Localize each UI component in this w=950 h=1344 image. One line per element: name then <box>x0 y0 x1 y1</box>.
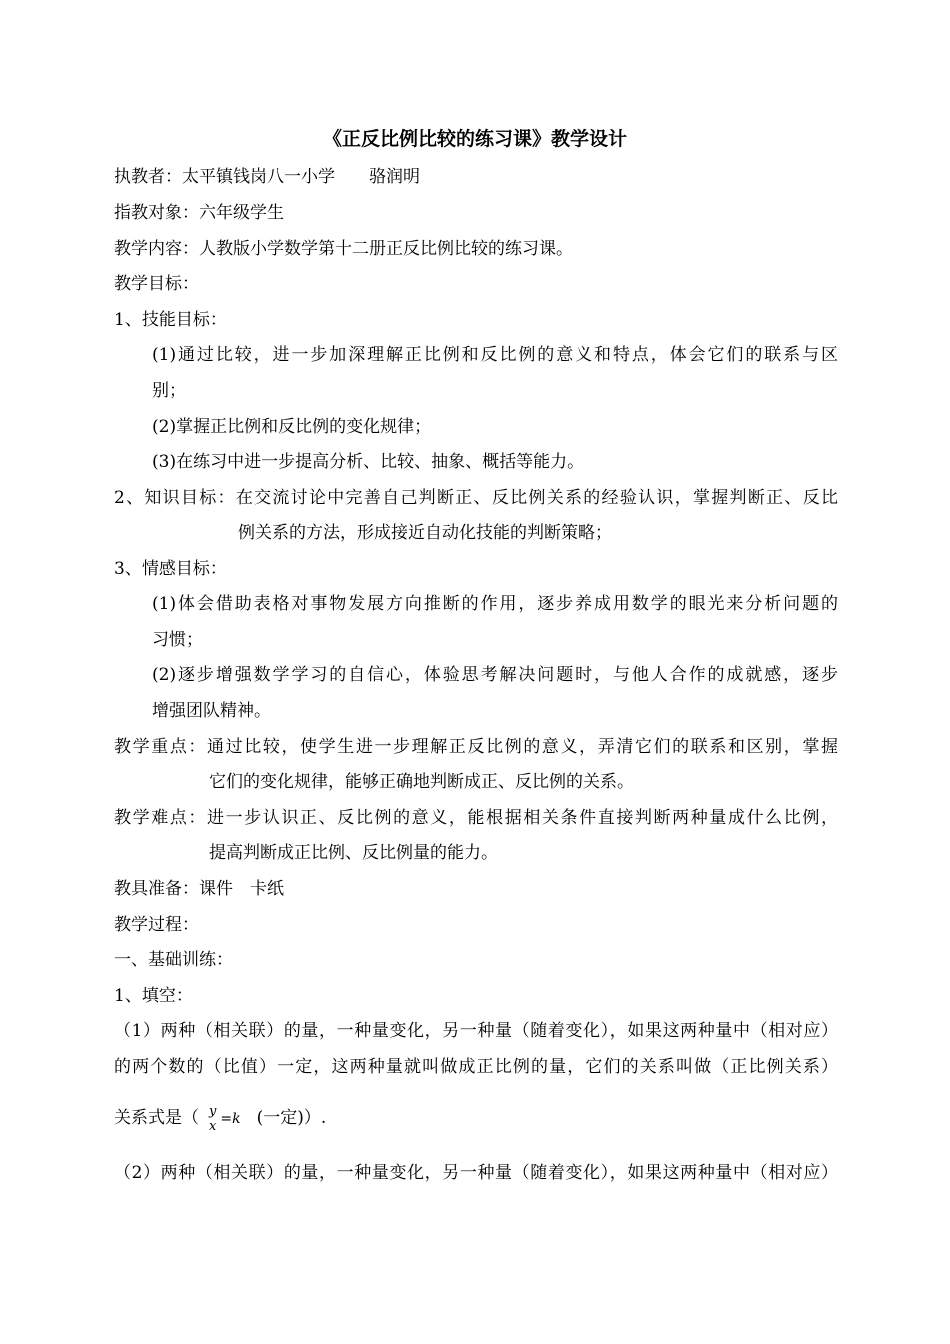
skill-item-1-cont: 别； <box>152 381 186 401</box>
question-1: （1）两种（相关联）的量，一种量变化，另一种量（随着变化），如果这两种量中（相对应） <box>114 1021 838 1041</box>
formula-constant: =k <box>220 1111 241 1127</box>
formula-prefix: 关系式是（ <box>114 1108 199 1128</box>
key-point: 教学重点：通过比较，使学生进一步理解正反比例的意义，弄清它们的联系和区别，掌握 <box>114 737 838 757</box>
teacher-line: 执教者：太平镇钱岗八一小学 骆润明 <box>114 167 420 187</box>
section-heading: 一、基础训练： <box>114 950 233 970</box>
audience-line: 指教对象：六年级学生 <box>114 203 284 223</box>
formula-line <box>114 1103 326 1134</box>
difficult-point-cont: 提高判断成正比例、反比例量的能力。 <box>209 843 498 863</box>
tools-line: 教具准备：课件 卡纸 <box>114 879 284 899</box>
key-point-cont: 它们的变化规律，能够正确地判断成正、反比例的关系。 <box>209 772 634 792</box>
skill-item-2: (2)掌握正比例和反比例的变化规律； <box>152 417 432 437</box>
difficult-point: 教学难点：进一步认识正、反比例的意义，能根据相关条件直接判断两种量成什么比例， <box>114 808 838 828</box>
knowledge-goal-cont: 例关系的方法，形成接近自动化技能的判断策略； <box>238 523 612 543</box>
emotion-heading: 3、情感目标： <box>114 559 227 579</box>
emotion-item-1: (1)体会借助表格对事物发展方向推断的作用，逐步养成用数学的眼光来分析问题的 <box>152 594 838 614</box>
formula-fraction <box>207 1104 218 1134</box>
content-line: 教学内容：人教版小学数学第十二册正反比例比较的练习课。 <box>114 239 573 259</box>
emotion-item-2: (2)逐步增强数学学习的自信心，体验思考解决问题时，与他人合作的成就感，逐步 <box>152 665 838 685</box>
skill-item-3: (3)在练习中进一步提高分析、比较、抽象、概括等能力。 <box>152 452 585 472</box>
knowledge-goal: 2、知识目标：在交流讨论中完善自己判断正、反比例关系的经验认识，掌握判断正、反比 <box>114 488 838 508</box>
document-title: 《正反比例比较的练习课》教学设计 <box>322 128 627 150</box>
goals-heading: 教学目标： <box>114 274 199 294</box>
emotion-item-2-cont: 增强团队精神。 <box>152 701 271 721</box>
formula-suffix: (一定)）. <box>256 1108 327 1128</box>
question-1-cont: 的两个数的（比值）一定，这两种量就叫做成正比例的量，它们的关系叫做（正比例关系） <box>114 1057 838 1077</box>
formula-numerator: y <box>209 1103 217 1119</box>
skill-item-1: (1)通过比较，进一步加深理解正比例和反比例的意义和特点，体会它们的联系与区 <box>152 345 838 365</box>
question-2: （2）两种（相关联）的量，一种量变化，另一种量（随着变化），如果这两种量中（相对应） <box>114 1163 838 1183</box>
fill-heading: 1、填空： <box>114 986 193 1006</box>
process-heading: 教学过程： <box>114 915 199 935</box>
emotion-item-1-cont: 习惯； <box>152 630 203 650</box>
skill-heading: 1、技能目标： <box>114 310 227 330</box>
formula-denominator: x <box>209 1118 217 1134</box>
